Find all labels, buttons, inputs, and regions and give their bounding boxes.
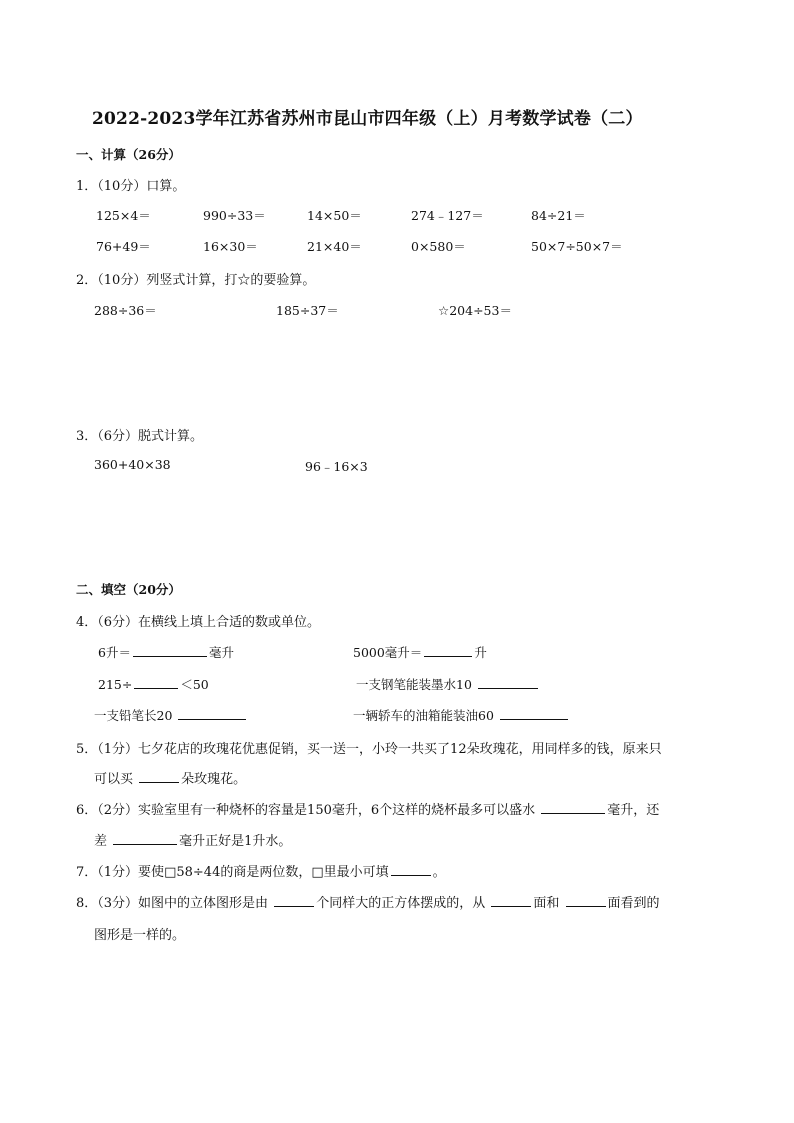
empty-box: □ — [311, 865, 324, 880]
question-number: 5． — [76, 742, 98, 757]
question-6-line2 — [94, 830, 291, 849]
q1-item: 0×580＝ — [411, 239, 466, 254]
question-number: 8． — [76, 896, 98, 911]
q2-item: ☆204÷53＝ — [438, 303, 512, 318]
q4-c-prefix: 215÷ — [98, 677, 133, 692]
q5-suffix: 朵玫瑰花。 — [181, 772, 247, 787]
answer-blank[interactable] — [139, 770, 179, 783]
question-text: （6分）脱式计算。 — [97, 429, 204, 444]
q4-item-a — [98, 643, 234, 661]
q4-b-suffix: 升 — [474, 645, 487, 660]
q4-c-suffix: ＜50 — [180, 677, 209, 692]
q1-item: 125×4＝ — [96, 208, 151, 223]
q1-item: 21×40＝ — [307, 239, 362, 254]
q5-prefix: 可以买 — [94, 772, 134, 787]
question-text: （1分）七夕花店的玫瑰花优惠促销，买一送一，小玲一共买了12朵玫瑰花，用同样多的钱，原来只 — [97, 742, 662, 757]
q4-a-suffix: 毫升 — [208, 645, 234, 660]
q6-line2-suffix: 毫升正好是1升水。 — [179, 834, 292, 849]
question-number: 4． — [76, 615, 98, 630]
q2-item: 288÷36＝ — [94, 303, 157, 318]
q4-item-c — [98, 675, 209, 693]
question-number: 6． — [76, 803, 98, 818]
question-5-line2 — [94, 768, 246, 787]
answer-blank[interactable] — [113, 832, 177, 845]
section-heading-calculation: 一、计算（26分） — [76, 147, 181, 162]
q3-item: 96﹣16×3 — [305, 459, 368, 474]
answer-blank[interactable] — [134, 676, 178, 689]
q6-line2-prefix: 差 — [94, 834, 108, 849]
q7-text: 里最小可填 — [323, 865, 389, 880]
q2-item: 185÷37＝ — [276, 303, 339, 318]
answer-blank[interactable] — [274, 894, 314, 907]
q8-middle: 个同样大的正方体摆成的，从 — [316, 896, 486, 911]
q8-prefix: （3分）如图中的立体图形是由 — [97, 896, 269, 911]
q6-line1-prefix: （2分）实验室里有一种烧杯的容量是150毫升，6个这样的烧杯最多可以盛水 — [97, 803, 536, 818]
q4-b-prefix: 5000毫升＝ — [353, 645, 423, 660]
q4-item-f — [353, 706, 570, 724]
question-text: （6分）在横线上填上合适的数或单位。 — [97, 615, 321, 630]
section-heading-fill-blanks: 二、填空（20分） — [76, 582, 181, 597]
q4-f-prefix: 一辆轿车的油箱能装油60 — [353, 708, 494, 723]
q1-item: 76+49＝ — [96, 239, 151, 254]
question-number: 1． — [76, 179, 98, 194]
q8-middle2: 面和 — [533, 896, 560, 911]
q7-suffix: 。 — [432, 865, 446, 880]
question-number: 7． — [76, 865, 98, 880]
answer-blank[interactable] — [491, 894, 531, 907]
question-3 — [76, 425, 203, 444]
q8-suffix: 面看到的 — [607, 896, 660, 911]
question-8-line2: 图形是一样的。 — [94, 928, 186, 943]
answer-blank[interactable] — [500, 707, 568, 720]
question-6 — [76, 799, 659, 818]
question-text: （10分）口算。 — [97, 179, 186, 194]
q4-e-prefix: 一支铅笔长20 — [94, 708, 173, 723]
question-1 — [76, 175, 185, 194]
answer-blank[interactable] — [566, 894, 606, 907]
q1-item: 84÷21＝ — [531, 208, 586, 223]
question-text: （10分）列竖式计算，打☆的要验算。 — [97, 273, 316, 288]
q1-item: 50×7÷50×7＝ — [531, 239, 623, 254]
answer-blank[interactable] — [133, 644, 207, 657]
answer-blank[interactable] — [478, 676, 538, 689]
answer-blank[interactable] — [541, 801, 605, 814]
page-title: 2022-2023学年江苏省苏州市昆山市四年级（上）月考数学试卷（二） — [92, 109, 643, 129]
question-2 — [76, 269, 315, 288]
question-number: 2． — [76, 273, 98, 288]
q1-item: 990÷33＝ — [203, 208, 266, 223]
q7-middle: 58÷44的商是两位数， — [176, 865, 312, 880]
q4-item-e — [94, 706, 248, 724]
q6-line1-suffix: 毫升，还 — [607, 803, 660, 818]
empty-box: □ — [164, 865, 177, 880]
q1-item: 274﹣127＝ — [411, 208, 484, 223]
q7-prefix: （1分）要使 — [97, 865, 165, 880]
question-8 — [76, 892, 660, 911]
q1-item: 16×30＝ — [203, 239, 258, 254]
q4-a-prefix: 6升＝ — [98, 645, 131, 660]
q3-item: 360+40×38 — [94, 457, 171, 472]
question-4 — [76, 611, 320, 630]
q4-d-prefix: 一支钢笔能装墨水10 — [356, 677, 472, 692]
question-7 — [76, 861, 446, 880]
question-number: 3． — [76, 429, 98, 444]
question-5 — [76, 738, 662, 757]
answer-blank[interactable] — [178, 707, 246, 720]
q4-item-b — [353, 643, 487, 661]
q1-item: 14×50＝ — [307, 208, 362, 223]
answer-blank[interactable] — [424, 644, 472, 657]
q4-item-d — [356, 675, 540, 693]
answer-blank[interactable] — [391, 863, 431, 876]
